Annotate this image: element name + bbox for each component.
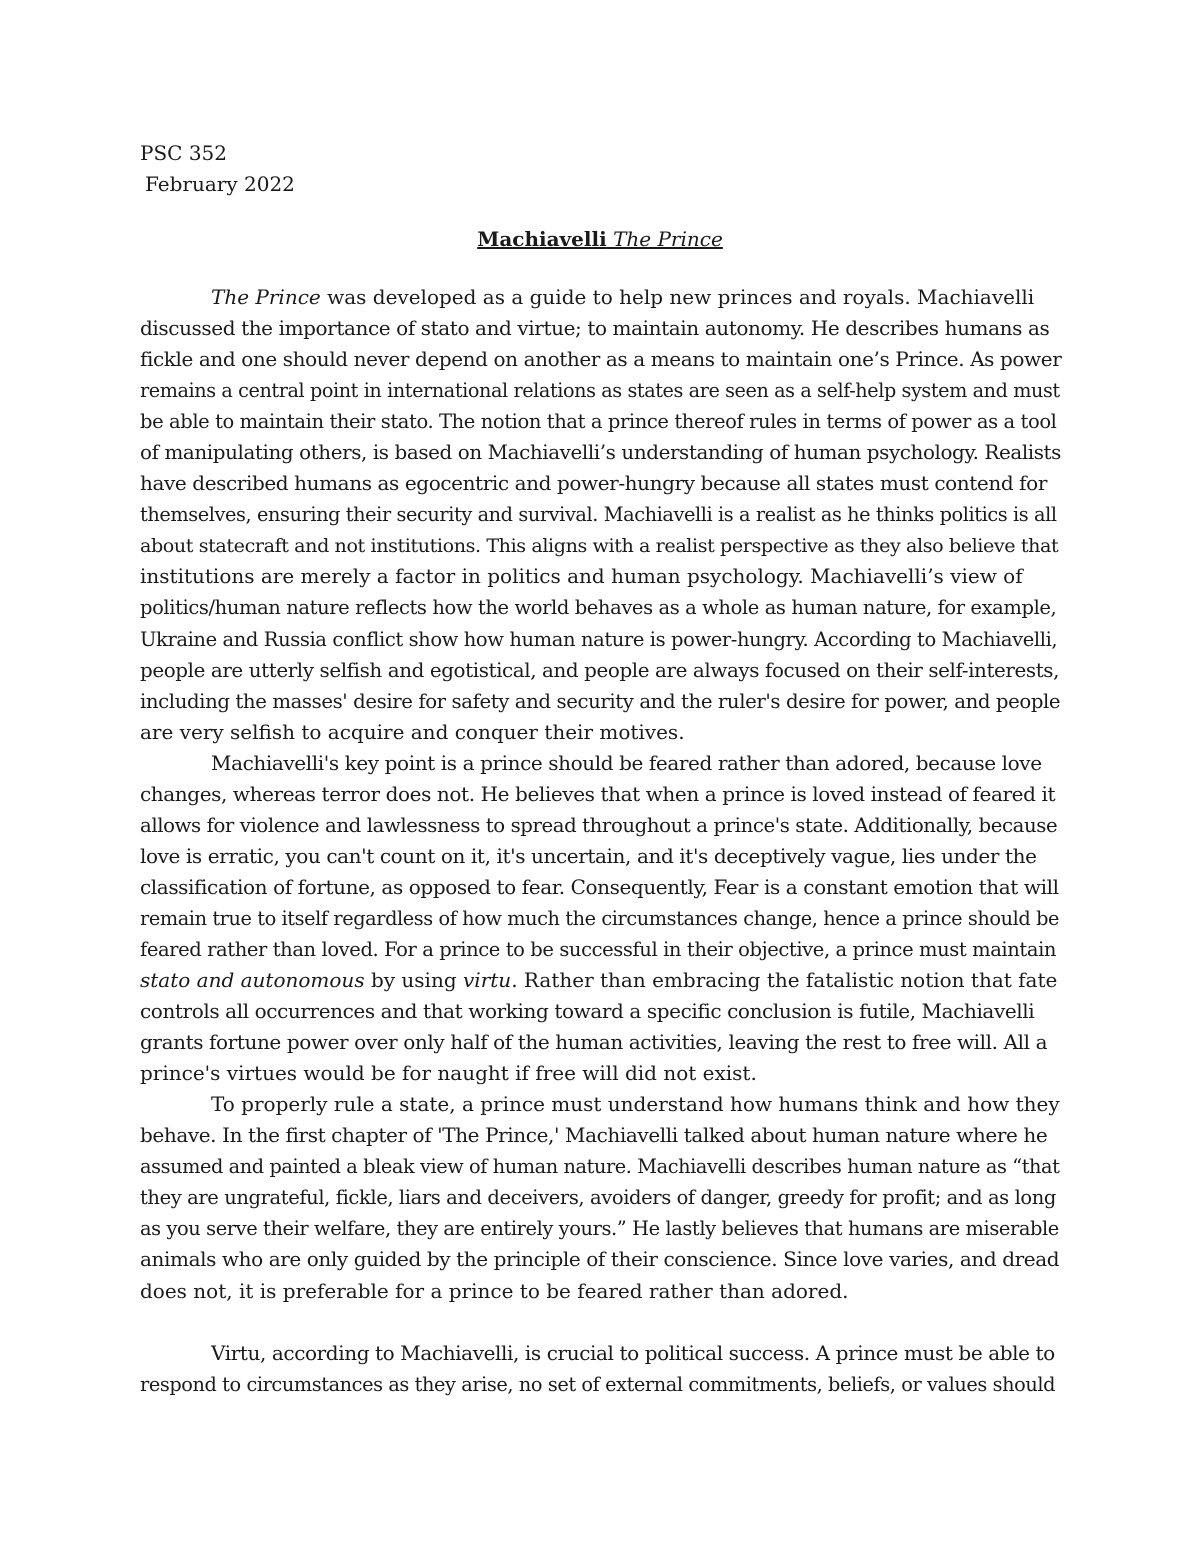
paragraph-line bbox=[140, 1027, 1062, 1058]
line-text: they are ungrateful, fickle, liars and deceivers, avoiders of danger, greedy for profit; and as long bbox=[140, 1186, 1056, 1210]
document-header bbox=[140, 138, 295, 200]
italic-phrase: virtu bbox=[463, 968, 512, 993]
line-text: of manipulating others, is based on Machiavelli’s understanding of human psychology. Realists bbox=[140, 441, 1061, 465]
course-code: PSC 352 bbox=[140, 141, 227, 165]
line-text: have described humans as egocentric and power-hungry because all states must contend for bbox=[140, 471, 1047, 496]
paragraph-line bbox=[140, 686, 1062, 717]
document-title bbox=[0, 224, 1200, 255]
line-text: are very selfish to acquire and conquer their motives. bbox=[140, 719, 685, 744]
line-text: remain true to itself regardless of how much the circumstances change, hence a prince should be bbox=[140, 906, 1060, 930]
paragraph-line bbox=[140, 592, 1062, 623]
line-text: fickle and one should never depend on another as a means to maintain one’s Prince. As power bbox=[140, 347, 1062, 372]
line-text: as you serve their welfare, they are entirely yours.” He lastly believes that humans are miserable bbox=[140, 1217, 1059, 1241]
paragraph-line bbox=[140, 1338, 1062, 1369]
paragraph-line bbox=[140, 468, 1062, 499]
line-text: grants fortune power over only half of the human activities, leaving the rest to free will. All a bbox=[140, 1030, 1048, 1055]
paragraph-line bbox=[140, 841, 1062, 872]
line-text: themselves, ensuring their security and survival. Machiavelli is a realist as he thinks politics is all bbox=[140, 503, 1057, 527]
paragraph-line bbox=[140, 996, 1062, 1027]
line-text: changes, whereas terror does not. He believes that when a prince is loved instead of feared it bbox=[140, 781, 1056, 806]
line-text: politics/human nature reflects how the world behaves as a whole as human nature, for example, bbox=[140, 596, 1057, 620]
line-text: Machiavelli's key point is a prince should be feared rather than adored, because love bbox=[211, 750, 1042, 775]
line-text: was developed as a guide to help new princes and royals. Machiavelli bbox=[320, 285, 1035, 309]
paragraph-line bbox=[140, 624, 1062, 655]
paragraph-line bbox=[140, 499, 1062, 530]
line-text: including the masses' desire for safety and security and the ruler's desire for power, and people bbox=[140, 689, 1061, 713]
italic-phrase: The Prince bbox=[211, 285, 321, 309]
line-text: does not, it is preferable for a prince to be feared rather than adored. bbox=[140, 1278, 849, 1303]
line-text: assumed and painted a bleak view of human nature. Machiavelli describes human nature as “that bbox=[140, 1155, 1060, 1179]
paragraph-line bbox=[140, 375, 1062, 406]
paragraph-line bbox=[140, 406, 1062, 437]
document-date: February 2022 bbox=[145, 172, 295, 196]
paragraph bbox=[140, 1089, 1062, 1306]
paragraph-line bbox=[140, 717, 1062, 748]
paragraph-line bbox=[140, 872, 1062, 903]
paragraph-line bbox=[140, 1369, 1062, 1400]
paragraph-line bbox=[140, 344, 1062, 375]
line-text: respond to circumstances as they arise, no set of external commitments, beliefs, or values should bbox=[140, 1372, 1056, 1396]
document-body bbox=[140, 282, 1062, 1400]
title-main: Machiavelli bbox=[477, 227, 607, 251]
paragraph-line bbox=[140, 282, 1062, 313]
line-text: classification of fortune, as opposed to fear. Consequently, Fear is a constant emotion that will bbox=[140, 874, 1059, 899]
paragraph-line bbox=[140, 934, 1062, 965]
paragraph-line bbox=[140, 561, 1062, 592]
paragraph-line bbox=[140, 1058, 1062, 1089]
line-text: allows for violence and lawlessness to spread throughout a prince's state. Additionally, because bbox=[140, 813, 1058, 837]
line-text: by using bbox=[364, 968, 463, 993]
line-text: love is erratic, you can't count on it, it's uncertain, and it's deceptively vague, lies under the bbox=[140, 843, 1037, 868]
italic-phrase: stato and autonomous bbox=[140, 968, 365, 993]
paragraph bbox=[140, 748, 1062, 1090]
paragraph-line bbox=[140, 1151, 1062, 1182]
paragraph-line bbox=[140, 903, 1062, 934]
line-text: behave. In the first chapter of 'The Prince,' Machiavelli talked about human nature where he bbox=[140, 1123, 1048, 1148]
line-text: prince's virtues would be for naught if free will did not exist. bbox=[140, 1061, 757, 1086]
line-text: Ukraine and Russia conflict show how human nature is power-hungry. According to Machiavelli, bbox=[140, 627, 1058, 651]
paragraph-line bbox=[140, 1213, 1062, 1244]
line-text: controls all occurrences and that working toward a specific conclusion is futile, Machiavelli bbox=[140, 999, 1035, 1024]
paragraph-line bbox=[140, 1276, 1062, 1307]
paragraph bbox=[140, 282, 1062, 748]
paragraph-line bbox=[140, 748, 1062, 779]
paragraph-line bbox=[140, 1244, 1062, 1275]
line-text: remains a central point in international relations as states are seen as a self-help system and must bbox=[140, 379, 1060, 403]
line-text: feared rather than loved. For a prince to be successful in their objective, a prince must maintain bbox=[140, 937, 1057, 961]
paragraph-line bbox=[140, 965, 1062, 996]
paragraph-line bbox=[140, 655, 1062, 686]
paragraph bbox=[140, 1338, 1062, 1400]
line-text: Virtu, according to Machiavelli, is crucial to political success. A prince must be able to bbox=[211, 1340, 1055, 1365]
title-italic: The Prince bbox=[613, 227, 723, 251]
line-text: institutions are merely a factor in politics and human psychology. Machiavelli’s view of bbox=[140, 564, 1023, 589]
line-text: about statecraft and not institutions. This aligns with a realist perspective as they also believe that bbox=[140, 534, 1059, 558]
paragraph-line bbox=[140, 1089, 1062, 1120]
line-text: To properly rule a state, a prince must understand how humans think and how they bbox=[211, 1092, 1060, 1117]
line-text: animals who are only guided by the principle of their conscience. Since love varies, and dread bbox=[140, 1247, 1060, 1272]
line-text: people are utterly selfish and egotistical, and people are always focused on their self-interests, bbox=[140, 658, 1060, 682]
paragraph-line bbox=[140, 1182, 1062, 1213]
paragraph-line bbox=[140, 437, 1062, 468]
paragraph-line bbox=[140, 810, 1062, 841]
line-text: be able to maintain their stato. The notion that a prince thereof rules in terms of power as a tool bbox=[140, 410, 1057, 434]
line-text: . Rather than embracing the fatalistic notion that fate bbox=[511, 968, 1058, 993]
paragraph-line bbox=[140, 530, 1062, 561]
line-text: discussed the importance of stato and virtue; to maintain autonomy. He describes humans as bbox=[140, 316, 1050, 341]
paragraph-line bbox=[140, 779, 1062, 810]
paragraph-line bbox=[140, 1120, 1062, 1151]
paragraph-line bbox=[140, 313, 1062, 344]
